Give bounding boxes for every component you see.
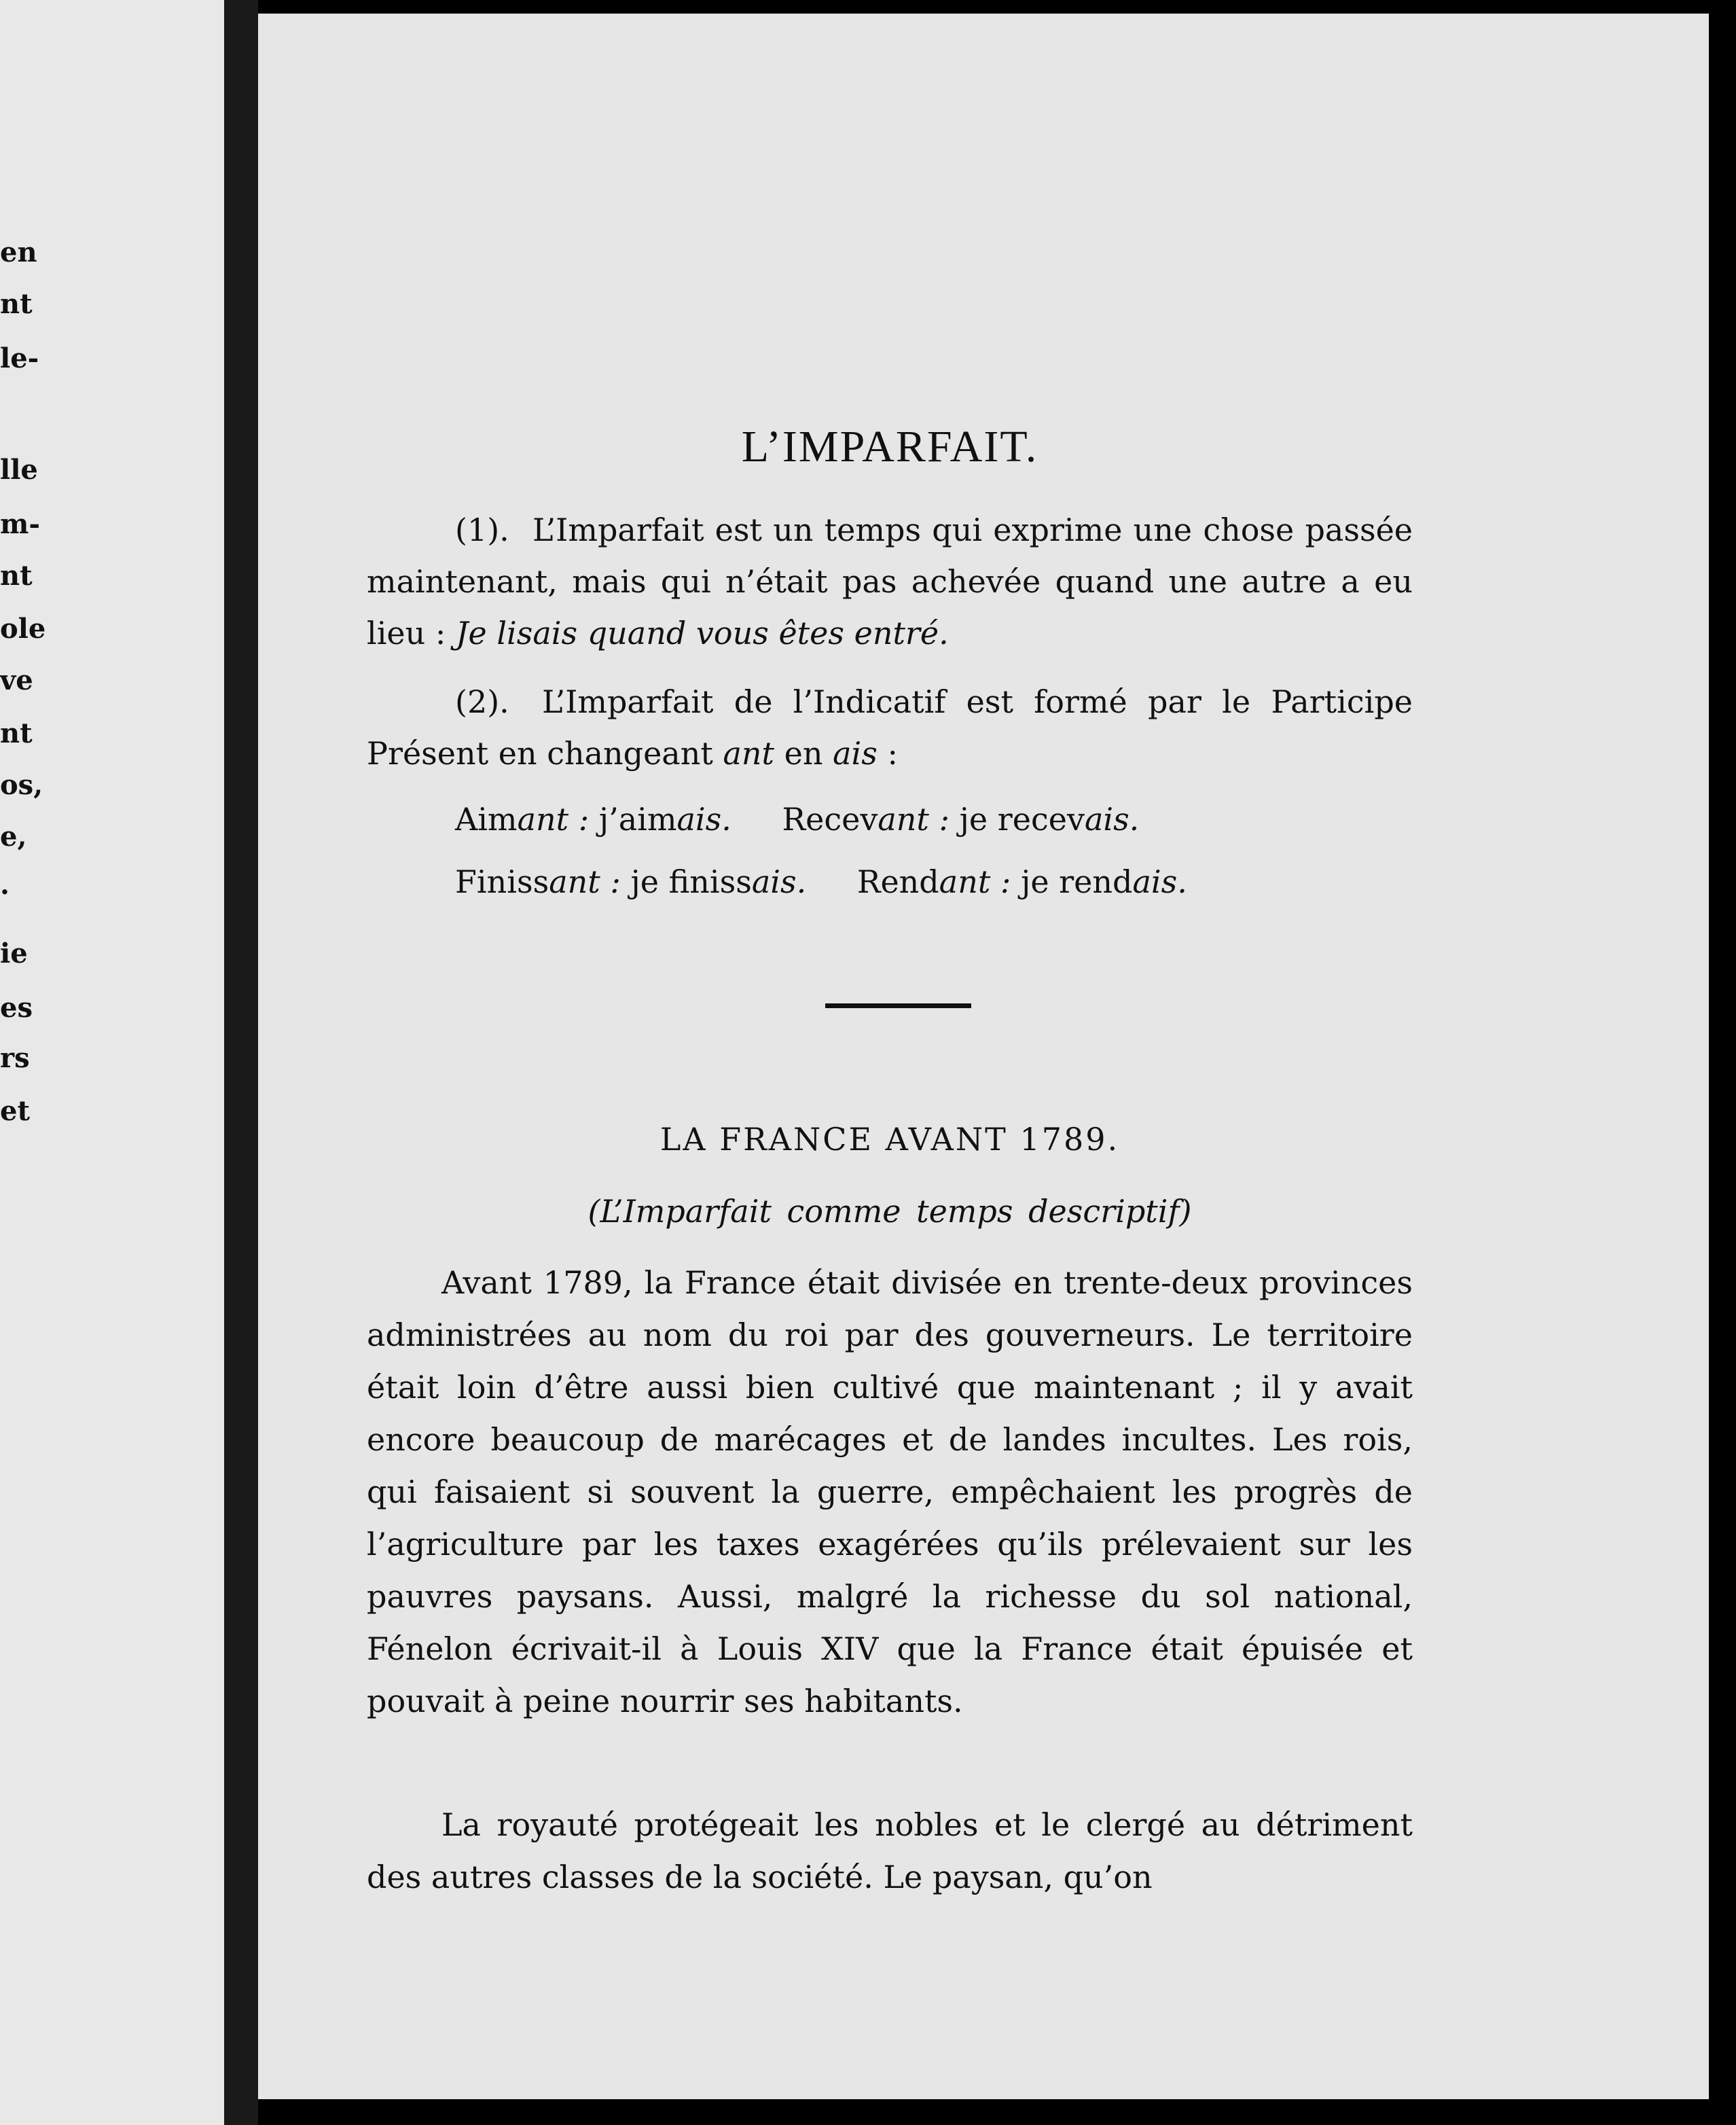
rule-2-paragraph	[367, 676, 1413, 779]
rule-1-example: Je lisais quand vous êtes entré.	[456, 615, 949, 651]
book-gutter	[224, 0, 258, 2125]
left-page-word: e,	[0, 821, 27, 853]
left-page-word: ie	[0, 938, 28, 969]
example-pair: Rendant : je rendais.	[856, 863, 1187, 900]
body-paragraph-2: La royauté protégeait les nobles et le clergé au détriment des autres classes de la société. Le paysan, qu’on	[367, 1806, 1413, 1895]
rule-2-ending-ais: ais	[833, 735, 878, 772]
left-page-word: ve	[0, 664, 33, 696]
rule-2-colon: :	[887, 735, 898, 772]
left-page-word: os,	[0, 769, 43, 801]
left-page-word: en	[0, 236, 37, 268]
left-page-word: es	[0, 992, 33, 1024]
left-page-word: ole	[0, 613, 46, 645]
left-page-word: rs	[0, 1042, 30, 1074]
rule-2-ending-ant: ant	[723, 735, 775, 772]
body-paragraph-1: Avant 1789, la France était divisée en trente-deux provinces administrées au nom du roi par des gouverneurs. Le territoire était loin d’être aussi bien cultivé que maintenant ; il y avait encore beaucoup de marécages et de landes incultes. Les rois, qui faisaient si souvent la guerre, empêchaient les progrès de l’agriculture par les taxes exagérées qu’ils prélevaient sur les pauvres paysans. Aussi, malgré la richesse du sol national, Fénelon écrivait-il à Louis XIV que la France était épuisée et pouvait à peine nourrir ses habitants.	[367, 1264, 1413, 1719]
rule-2-middle: en	[784, 735, 823, 772]
left-page-word: nt	[0, 717, 33, 749]
section-subtitle: (L’Imparfait comme temps descriptif)	[587, 1193, 1192, 1230]
section-divider	[825, 1003, 971, 1008]
rule-1-paragraph	[367, 504, 1413, 659]
example-line-1	[455, 793, 1180, 845]
rule-2-number: (2).	[455, 683, 509, 720]
left-page-word: nt	[0, 560, 33, 592]
book-page	[258, 14, 1709, 2099]
left-page-fragment	[0, 0, 224, 2125]
left-page-word: et	[0, 1095, 30, 1127]
rule-1-number: (1).	[455, 512, 509, 548]
left-page-word: lle	[0, 454, 38, 486]
rule-2-text: L’Imparfait de l’Indicatif est formé par le Participe Présent en changeant	[367, 683, 1413, 772]
section-title-imparfait: L’IMPARFAIT.	[741, 422, 1038, 471]
left-page-word: ·	[0, 876, 10, 908]
left-page-word: nt	[0, 288, 33, 320]
left-page-word: le-	[0, 342, 39, 374]
example-pair: Recevant : je recevais.	[782, 801, 1140, 838]
example-line-2	[455, 856, 1228, 908]
example-pair: Aimant : j’aimais.	[455, 801, 731, 838]
section-title-france: LA FRANCE AVANT 1789.	[659, 1121, 1120, 1158]
example-pair: Finissant : je finissais.	[455, 863, 807, 900]
left-page-word: m-	[0, 508, 40, 540]
rule-1-text: L’Imparfait est un temps qui exprime une chose passée maintenant, mais qui n’était pas achevée quand une autre a eu lieu :	[367, 512, 1413, 651]
